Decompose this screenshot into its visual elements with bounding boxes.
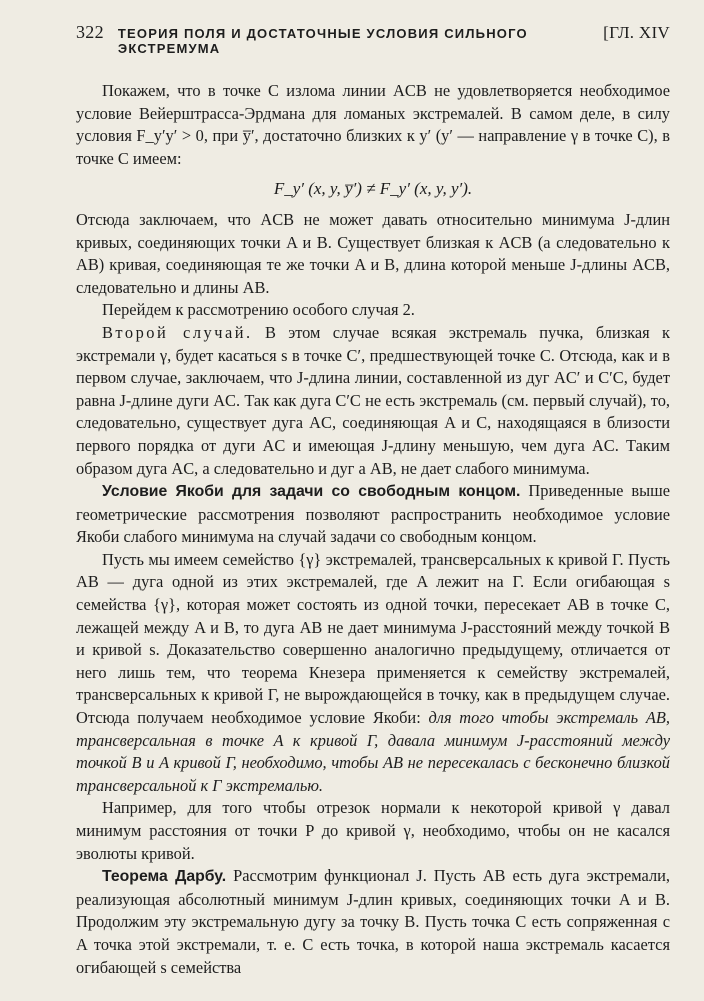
paragraph-2: Отсюда заключаем, что ACB не может давать относительно минимума J-длин кривых, соединяющих точки A и B. Существует близкая к ACB (а следовательно к AB) кривая, соединяющая те же точки A и B, длина которой меньше J-длины ACB, следовательно и длины AB. <box>76 209 670 297</box>
paragraph-4 <box>76 322 670 480</box>
paragraph-4-text: В этом случае всякая экстремаль пучка, близкая к экстремали γ, будет касаться s в точке C′, предшествующей точке C. Отсюда, как и в первом случае, заключаем, что J-длина линии, составленной из дуг AC′ и C′C, будет равна J-длине дуги AC. Так как дуга C′C не есть экстремаль (см. первый случай), то, следовательно, существует дуга AC, соединяющая A и C, находящаяся в близости первого порядка от дуги AC и имеющая J-длину меньшую, чем дуга AC. Таким образом дуга AC, а следовательно и дуг а AB, не дает слабого минимума. <box>76 322 670 478</box>
paragraph-3: Перейдем к рассмотрению особого случая 2. <box>102 300 415 320</box>
display-formula: F_y′ (x, y, y̅′) ≠ F_y′ (x, y, y′). <box>273 179 473 199</box>
paragraph-6 <box>76 549 670 798</box>
case-heading: Второй случай. <box>102 322 253 342</box>
chapter-reference: [ГЛ. XIV <box>603 23 670 42</box>
paragraph-5-text: Приведенные выше геометрические рассмотрения позволяют распространить необходимое условие Якоби слабого минимума на случай задачи со свободным концом. <box>76 481 670 547</box>
body-text <box>76 80 670 979</box>
paragraph-1: Покажем, что в точке C излома линии ACB не удовлетворяется необходимое условие Вейерштрасса-Эрдмана для ломаных экстремалей. В самом деле, в силу условия F_y′y′ > 0, при y̅′, достаточно близких к y′ (y′ — направление γ в точке C), в точке C имеем: <box>76 81 670 168</box>
paragraph-8 <box>76 865 670 979</box>
paragraph-7: Например, для того чтобы отрезок нормали к некоторой кривой γ давал минимум расстояния от точки P до кривой γ, необходимо, чтобы он не касался эволюты кривой. <box>76 798 670 863</box>
jacobi-condition-statement: для того чтобы экстремаль AB, трансверсальная в точке A к кривой Γ, давала минимум J-расстояний между точкой B и A кривой Γ, необходимо, чтобы AB не пересекалась с бесконечно близкой трансверсальной к Γ экстремалью. <box>76 708 670 795</box>
section-heading-jacobi: Условие Якоби для задачи со свободным концом. <box>102 483 521 501</box>
page-number: 322 <box>76 22 104 42</box>
running-title: ТЕОРИЯ ПОЛЯ И ДОСТАТОЧНЫЕ УСЛОВИЯ СИЛЬНОГО ЭКСТРЕМУМА <box>117 26 528 56</box>
section-heading-darboux: Теорема Дарбу. <box>102 868 227 886</box>
paragraph-5 <box>76 480 670 549</box>
paragraph-8-text: Рассмотрим функционал J. Пусть AB есть дуга экстремали, реализующая абсолютный минимум J-длин кривых, соединяющих точки A и B. Продолжим эту экстремальную дугу за точку B. Пусть точка C есть сопряженная с A точка этой экстремали, т. е. C есть точка, в которой наша экстремаль касается огибающей s семейства <box>76 866 670 977</box>
running-head <box>76 22 670 56</box>
paragraph-6-text: Пусть мы имеем семейство {γ} экстремалей, трансверсальных к кривой Γ. Пусть AB — дуга одной из этих экстремалей, где A лежит на Γ. Если огибающая s семейства {γ}, которая может состоять из одной точки, пересекает AB в точке C, лежащей между A и B, то дуга AB не дает минимума J-расстояний между точкой B и кривой s. Доказательство совершенно аналогично предыдущему, отличается от него лишь тем, что теорема Кнезера применяется к семейству экстремалей, трансверсальных к кривой Γ, не вырождающейся в точку, как в предыдущем случае. Отсюда получаем необходимое условие Якоби: <box>76 549 670 728</box>
